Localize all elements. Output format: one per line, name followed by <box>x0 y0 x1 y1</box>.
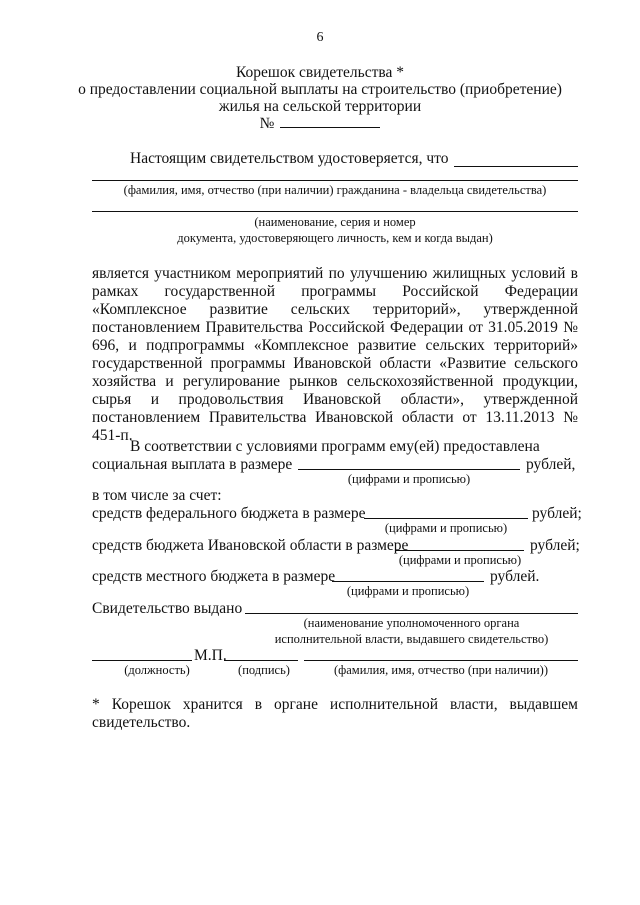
caption-local-amount: (цифрами и прописью) <box>346 584 470 598</box>
caption-authority-line1: (наименование уполномоченного органа <box>303 616 520 630</box>
signature-blank <box>224 660 298 661</box>
caption-authority-line2: исполнительной власти, выдавшего свидетельство) <box>274 632 549 646</box>
local-label: средств местного бюджета в размере <box>92 568 336 585</box>
doc-number-blank <box>280 115 380 128</box>
participant-paragraph: является участником мероприятий по улучшению жилищных условий в рамках государственной программы Российской Федерации «Комплексное развитие сельских территорий», утвержденной постановлением Правительства Российской Федерации от 31.05.2019 № 696, и подпрограммы «Комплексное развитие сельских территорий» государственной программы Ивановской области «Развитие сельского хозяйства и регулирование рынков сельскохозяйственной продукции, сырья и продовольствия Ивановской области», утвержденной постановлением Правительства Ивановской области от 13.11.2013 № 451-п. <box>92 265 578 444</box>
regional-label: средств бюджета Ивановской области в размере <box>92 537 409 554</box>
local-rubles: рублей. <box>490 568 540 585</box>
provision-paragraph: В соответствии с условиями программ ему(ей) предоставлена <box>130 438 540 455</box>
federal-label: средств федерального бюджета в размере <box>92 505 366 522</box>
issued-label: Свидетельство выдано <box>92 600 243 617</box>
intro-text: Настоящим свидетельством удостоверяется, что <box>130 150 449 167</box>
doc-title: Корешок свидетельства * <box>235 64 405 81</box>
position-blank <box>92 660 192 661</box>
regional-amount-blank <box>396 550 524 551</box>
caption-signer-fio: (фамилия, имя, отчество (при наличии)) <box>333 663 548 677</box>
doc-subtitle-line2: жилья на сельской территории <box>218 98 422 115</box>
including-label: в том числе за счет: <box>92 487 222 504</box>
caption-regional-amount: (цифрами и прописью) <box>398 553 522 567</box>
footnote: * Корешок хранится в органе исполнительной власти, выдавшем свидетельство. <box>92 696 578 731</box>
signer-name-blank <box>304 660 578 661</box>
issuing-authority-blank <box>245 613 578 614</box>
number-sign: № <box>259 115 275 132</box>
doc-number-line <box>0 115 640 132</box>
doc-subtitle-line1: о предоставлении социальной выплаты на строительство (приобретение) <box>78 81 562 98</box>
caption-federal-amount: (цифрами и прописью) <box>384 521 508 535</box>
payment-amount-blank <box>298 469 520 470</box>
holder-name-blank-2 <box>92 180 578 181</box>
caption-holder-fio: (фамилия, имя, отчество (при наличии) гражданина - владельца свидетельства) <box>123 183 547 197</box>
local-amount-blank <box>332 581 484 582</box>
page-number: 6 <box>316 30 324 45</box>
id-document-blank <box>92 211 578 212</box>
federal-rubles: рублей; <box>532 505 582 522</box>
payment-rubles: рублей, <box>526 456 576 473</box>
caption-position: (должность) <box>124 663 190 677</box>
caption-doc-line2: документа, удостоверяющего личность, кем и когда выдан) <box>177 231 493 245</box>
seal-mark: М.П. <box>194 647 227 664</box>
regional-rubles: рублей; <box>530 537 580 554</box>
caption-doc-line1: (наименование, серия и номер <box>254 215 416 229</box>
federal-amount-blank <box>364 518 528 519</box>
payment-label: социальная выплата в размере <box>92 456 293 473</box>
caption-payment-amount: (цифрами и прописью) <box>347 472 471 486</box>
caption-signature: (подпись) <box>238 663 290 677</box>
holder-name-blank-1 <box>454 166 578 167</box>
